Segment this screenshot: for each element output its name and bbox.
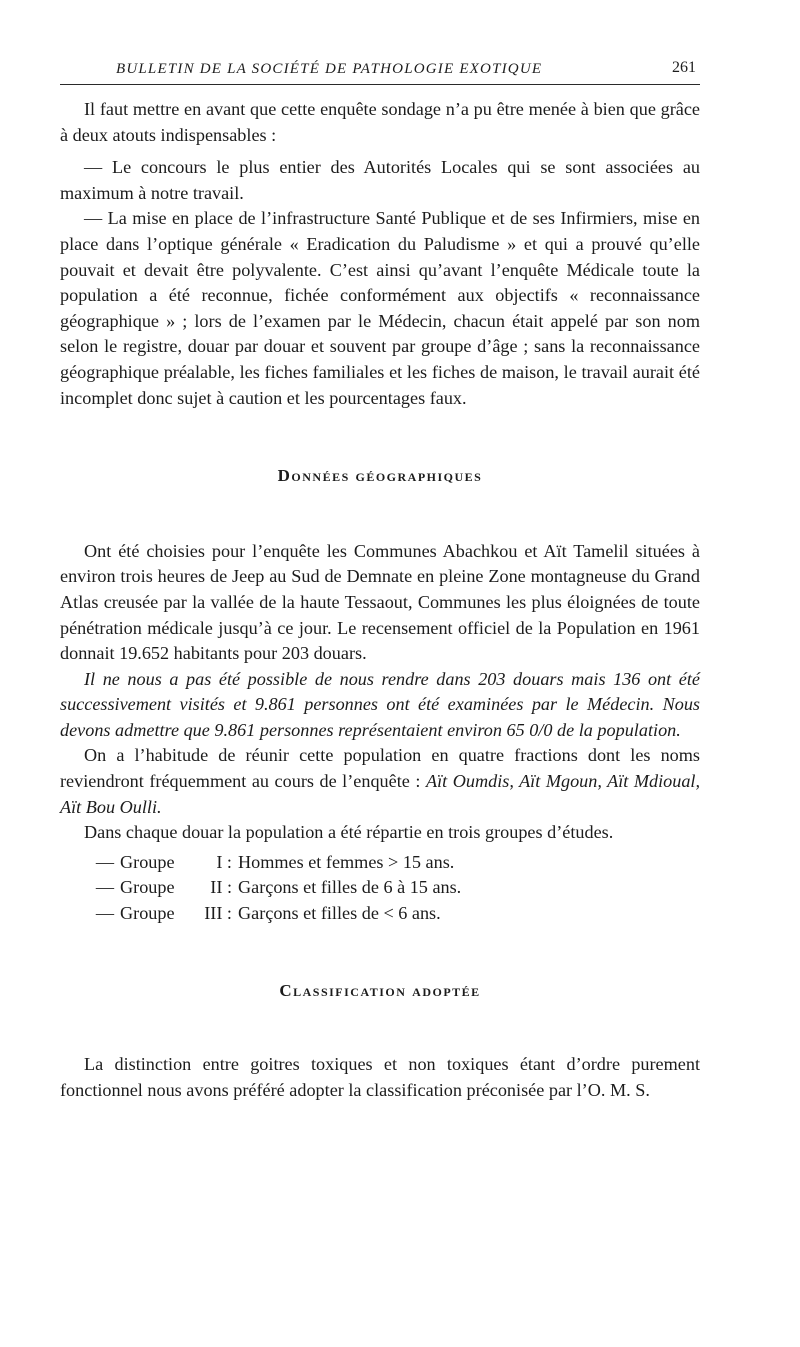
page-number: 261 xyxy=(672,59,696,76)
document-page xyxy=(60,58,700,1103)
fraction-names: Aït Oumdis, Aït Mgoun, Aït Mdioual, Aït Bou Oulli. xyxy=(60,771,701,817)
study-groups-list xyxy=(60,850,700,927)
study-group-row xyxy=(60,901,700,927)
group-dash: — xyxy=(95,903,114,924)
group-description: Hommes et femmes > 15 ans. xyxy=(238,851,455,872)
group-description: Garçons et filles de < 6 ans. xyxy=(238,903,441,924)
group-dash: — xyxy=(95,877,114,898)
group-word: Groupe xyxy=(120,851,175,872)
section-heading-classification: Classification adoptée xyxy=(279,980,481,1000)
section-heading-geography: Données géographiques xyxy=(277,466,483,486)
intro-paragraph-1: Il faut mettre en avant que cette enquête sondage n’a pu être menée à bien que grâce à deux atouts indispensables : xyxy=(60,99,700,145)
running-header xyxy=(60,58,700,85)
journal-title: BULLETIN DE LA SOCIÉTÉ DE PATHOLOGIE EXOTIQUE xyxy=(116,61,543,77)
intro-paragraph-3: — La mise en place de l’infrastructure Santé Publique et de ses Infirmiers, mise en place dans l’optique générale « Eradication du Paludisme » et qui a prouvé qu’elle pouvait et devait être polyvalente. C’est ainsi qu’avant l’enquête Médicale toute la population a été reconnue, fichée conformément aux objectifs « reconnaissance géographique » ; lors de l’examen par le Médecin, chacun était appelé par son nom selon le registre, douar par douar et souvent par groupe d’âge ; sans la reconnaissance géographique préalable, les fiches familiales et les fiches de maison, le travail aurait été incomplet donc sujet à caution et les pourcentages faux. xyxy=(60,208,700,408)
geo-paragraph-3 xyxy=(60,743,700,820)
classification-paragraph-1: La distinction entre goitres toxiques et non toxiques étant d’ordre purement fonctionnel nous avons préféré adopter la classification préconisée par l’O. M. S. xyxy=(60,1054,700,1100)
group-word: Groupe xyxy=(120,877,175,898)
group-word: Groupe xyxy=(120,903,175,924)
group-number: I : xyxy=(216,851,232,872)
group-number: III : xyxy=(204,903,232,924)
geo-paragraph-4: Dans chaque douar la population a été répartie en trois groupes d’études. xyxy=(84,822,614,843)
group-number: II : xyxy=(210,877,232,898)
group-description: Garçons et filles de 6 à 15 ans. xyxy=(238,877,462,898)
group-dash: — xyxy=(95,851,114,872)
page-body xyxy=(60,97,700,1103)
geo-paragraph-3-text: On a l’habitude de réunir cette population en quatre fractions dont les noms reviendront fréquemment au cours de l’enquête : xyxy=(60,745,700,792)
geo-paragraph-1: Ont été choisies pour l’enquête les Communes Abachkou et Aït Tamelil situées à environ trois heures de Jeep au Sud de Demnate en pleine Zone montagneuse du Grand Atlas creusée par la vallée de la haute Tessaout, Communes les plus éloignées de toute pénétration médicale jusqu’à ce jour. Le recensement officiel de la Population en 1961 donnait 19.652 habitants pour 203 douars. xyxy=(60,540,700,664)
study-group-row xyxy=(60,875,700,901)
geo-paragraph-2: Il ne nous a pas été possible de nous rendre dans 203 douars mais 136 ont été successivement visités et 9.861 personnes ont été examinées par le Médecin. Nous devons admettre que 9.861 personnes représentaient environ 65 0/0 de la population. xyxy=(60,668,700,740)
intro-paragraph-2: — Le concours le plus entier des Autorités Locales qui se sont associées au maximum à notre travail. xyxy=(60,157,700,203)
study-group-row xyxy=(60,850,700,876)
